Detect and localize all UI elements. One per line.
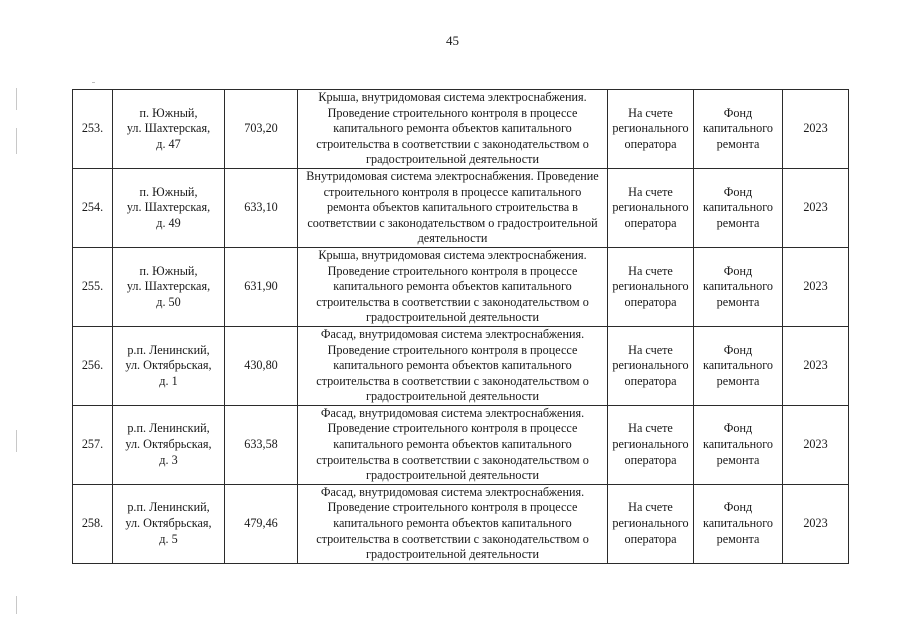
- work-description-cell-line: строительства в соответствии с законодательством о: [316, 373, 589, 388]
- table-row: [73, 326, 849, 405]
- area-cell: 633,10: [225, 168, 298, 247]
- row-number: 257.: [73, 405, 113, 484]
- scan-dot: [92, 82, 95, 83]
- address-cell: [113, 405, 225, 484]
- work-description-cell-line: строительного контроля в процессе капитального: [323, 184, 582, 199]
- address-cell-line: д. 47: [156, 136, 181, 151]
- address-cell-line: р.п. Ленинский,: [127, 421, 210, 436]
- account-cell-line: На счете: [628, 105, 673, 120]
- area-cell: 631,90: [225, 247, 298, 326]
- funding-source-cell-line: Фонд: [723, 342, 753, 357]
- address-cell-line: п. Южный,: [139, 105, 198, 120]
- work-description-cell-line: Проведение строительного контроля в процессе: [327, 500, 578, 515]
- address-cell: [113, 168, 225, 247]
- work-description-cell-line: капитального ремонта объектов капитального: [333, 121, 572, 136]
- funding-source-cell-line: капитального: [702, 358, 774, 373]
- funding-source-cell-line: капитального: [702, 437, 774, 452]
- year-cell: 2023: [783, 326, 849, 405]
- account-cell-line: оператора: [624, 531, 677, 546]
- work-description-cell-line: ремонта объектов капитального строительства в: [327, 200, 578, 215]
- work-description-cell-line: Крыша, внутридомовая система электроснабжения.: [318, 90, 587, 104]
- address-cell-line: ул. Октябрьская,: [125, 358, 212, 373]
- funding-source-cell-line: Фонд: [723, 421, 753, 436]
- funding-source-cell: [694, 90, 783, 169]
- address-cell-line: д. 50: [156, 294, 181, 309]
- address-cell-line: р.п. Ленинский,: [127, 342, 210, 357]
- table-row: [73, 90, 849, 169]
- address-cell-line: д. 5: [159, 531, 178, 546]
- margin-mark: [16, 430, 17, 452]
- account-cell-line: оператора: [624, 294, 677, 309]
- account-cell: [608, 168, 694, 247]
- account-cell: [608, 90, 694, 169]
- year-cell: 2023: [783, 168, 849, 247]
- account-cell-line: регионального: [612, 279, 689, 294]
- work-description-cell-line: строительства в соответствии с законодательством о: [316, 531, 589, 546]
- work-description-cell: [298, 247, 608, 326]
- work-description-cell: [298, 484, 608, 563]
- row-number: 254.: [73, 168, 113, 247]
- funding-source-cell-line: капитального: [702, 279, 774, 294]
- address-cell-line: ул. Октябрьская,: [125, 516, 212, 531]
- account-cell-line: На счете: [628, 184, 673, 199]
- work-description-cell-line: деятельности: [417, 231, 488, 246]
- account-cell-line: На счете: [628, 342, 673, 357]
- funding-source-cell-line: ремонта: [716, 452, 760, 467]
- work-description-cell-line: Проведение строительного контроля в процессе: [327, 105, 578, 120]
- margin-mark: [16, 88, 17, 110]
- account-cell-line: регионального: [612, 200, 689, 215]
- address-cell: [113, 326, 225, 405]
- account-cell-line: регионального: [612, 437, 689, 452]
- work-description-cell-line: капитального ремонта объектов капитального: [333, 437, 572, 452]
- year-cell: 2023: [783, 484, 849, 563]
- row-number: 253.: [73, 90, 113, 169]
- funding-source-cell: [694, 326, 783, 405]
- funding-source-cell-line: Фонд: [723, 105, 753, 120]
- work-description-cell: [298, 326, 608, 405]
- work-description-cell-line: Внутридомовая система электроснабжения. Проведение: [306, 168, 599, 183]
- work-description-cell-line: Проведение строительного контроля в процессе: [327, 263, 578, 278]
- year-cell: 2023: [783, 405, 849, 484]
- funding-source-cell: [694, 247, 783, 326]
- work-description-cell: [298, 405, 608, 484]
- work-description-cell-line: строительства в соответствии с законодательством о: [316, 136, 589, 151]
- work-description-cell-line: Проведение строительного контроля в процессе: [327, 342, 578, 357]
- row-number: 255.: [73, 247, 113, 326]
- account-cell-line: оператора: [624, 215, 677, 230]
- work-description-cell-line: Проведение строительного контроля в процессе: [327, 421, 578, 436]
- address-cell-line: ул. Шахтерская,: [126, 279, 211, 294]
- address-cell-line: д. 3: [159, 452, 178, 467]
- address-cell-line: п. Южный,: [139, 263, 198, 278]
- account-cell: [608, 247, 694, 326]
- account-cell-line: оператора: [624, 136, 677, 151]
- account-cell: [608, 405, 694, 484]
- work-description-cell-line: капитального ремонта объектов капитального: [333, 279, 572, 294]
- account-cell-line: регионального: [612, 121, 689, 136]
- work-description-cell-line: Крыша, внутридомовая система электроснабжения.: [318, 247, 587, 262]
- year-cell: 2023: [783, 247, 849, 326]
- address-cell-line: п. Южный,: [139, 184, 198, 199]
- address-cell-line: ул. Шахтерская,: [126, 121, 211, 136]
- area-cell: 703,20: [225, 90, 298, 169]
- area-cell: 479,46: [225, 484, 298, 563]
- account-cell-line: регионального: [612, 358, 689, 373]
- address-cell: [113, 90, 225, 169]
- address-cell-line: д. 1: [159, 373, 178, 388]
- funding-source-cell-line: ремонта: [716, 373, 760, 388]
- account-cell-line: регионального: [612, 516, 689, 531]
- work-description-cell: [298, 168, 608, 247]
- work-description-cell-line: капитального ремонта объектов капитального: [333, 516, 572, 531]
- account-cell-line: оператора: [624, 373, 677, 388]
- page-number: 45: [446, 33, 459, 48]
- work-description-cell-line: Фасад, внутридомовая система электроснабжения.: [320, 484, 585, 499]
- account-cell-line: На счете: [628, 421, 673, 436]
- funding-source-cell-line: Фонд: [723, 184, 753, 199]
- funding-source-cell: [694, 405, 783, 484]
- table-row: [73, 405, 849, 484]
- work-description-cell-line: строительства в соответствии с законодательством о: [316, 294, 589, 309]
- margin-mark: [16, 128, 17, 154]
- account-cell-line: оператора: [624, 452, 677, 467]
- funding-source-cell: [694, 168, 783, 247]
- work-description-cell-line: Фасад, внутридомовая система электроснабжения.: [320, 405, 585, 420]
- work-description-cell-line: градостроительной деятельности: [365, 468, 540, 483]
- margin-mark: [16, 596, 17, 614]
- funding-source-cell-line: Фонд: [723, 500, 753, 515]
- funding-source-cell-line: капитального: [702, 121, 774, 136]
- table-row: [73, 247, 849, 326]
- work-description-cell-line: градостроительной деятельности: [365, 310, 540, 325]
- work-description-cell-line: строительства в соответствии с законодательством о: [316, 452, 589, 467]
- address-cell-line: д. 49: [156, 215, 181, 230]
- account-cell: [608, 484, 694, 563]
- account-cell-line: На счете: [628, 500, 673, 515]
- address-cell: [113, 247, 225, 326]
- work-description-cell-line: соответствии с законодательством о градостроительной: [307, 215, 598, 230]
- table-row: [73, 484, 849, 563]
- area-cell: 430,80: [225, 326, 298, 405]
- work-description-cell: [298, 90, 608, 169]
- work-description-cell-line: градостроительной деятельности: [365, 389, 540, 404]
- funding-source-cell-line: капитального: [702, 516, 774, 531]
- work-description-cell-line: Фасад, внутридомовая система электроснабжения.: [320, 326, 585, 341]
- address-cell-line: ул. Октябрьская,: [125, 437, 212, 452]
- address-cell-line: ул. Шахтерская,: [126, 200, 211, 215]
- table-body: [73, 90, 849, 564]
- address-cell-line: р.п. Ленинский,: [127, 500, 210, 515]
- buildings-table: [72, 89, 849, 564]
- funding-source-cell-line: Фонд: [723, 263, 753, 278]
- account-cell-line: На счете: [628, 263, 673, 278]
- work-description-cell-line: градостроительной деятельности: [365, 152, 540, 167]
- work-description-cell-line: градостроительной деятельности: [365, 547, 540, 562]
- funding-source-cell: [694, 484, 783, 563]
- row-number: 256.: [73, 326, 113, 405]
- funding-source-cell-line: ремонта: [716, 531, 760, 546]
- work-description-cell-line: капитального ремонта объектов капитального: [333, 358, 572, 373]
- funding-source-cell-line: ремонта: [716, 215, 760, 230]
- row-number: 258.: [73, 484, 113, 563]
- funding-source-cell-line: капитального: [702, 200, 774, 215]
- account-cell: [608, 326, 694, 405]
- funding-source-cell-line: ремонта: [716, 294, 760, 309]
- year-cell: 2023: [783, 90, 849, 169]
- address-cell: [113, 484, 225, 563]
- area-cell: 633,58: [225, 405, 298, 484]
- table-row: [73, 168, 849, 247]
- funding-source-cell-line: ремонта: [716, 136, 760, 151]
